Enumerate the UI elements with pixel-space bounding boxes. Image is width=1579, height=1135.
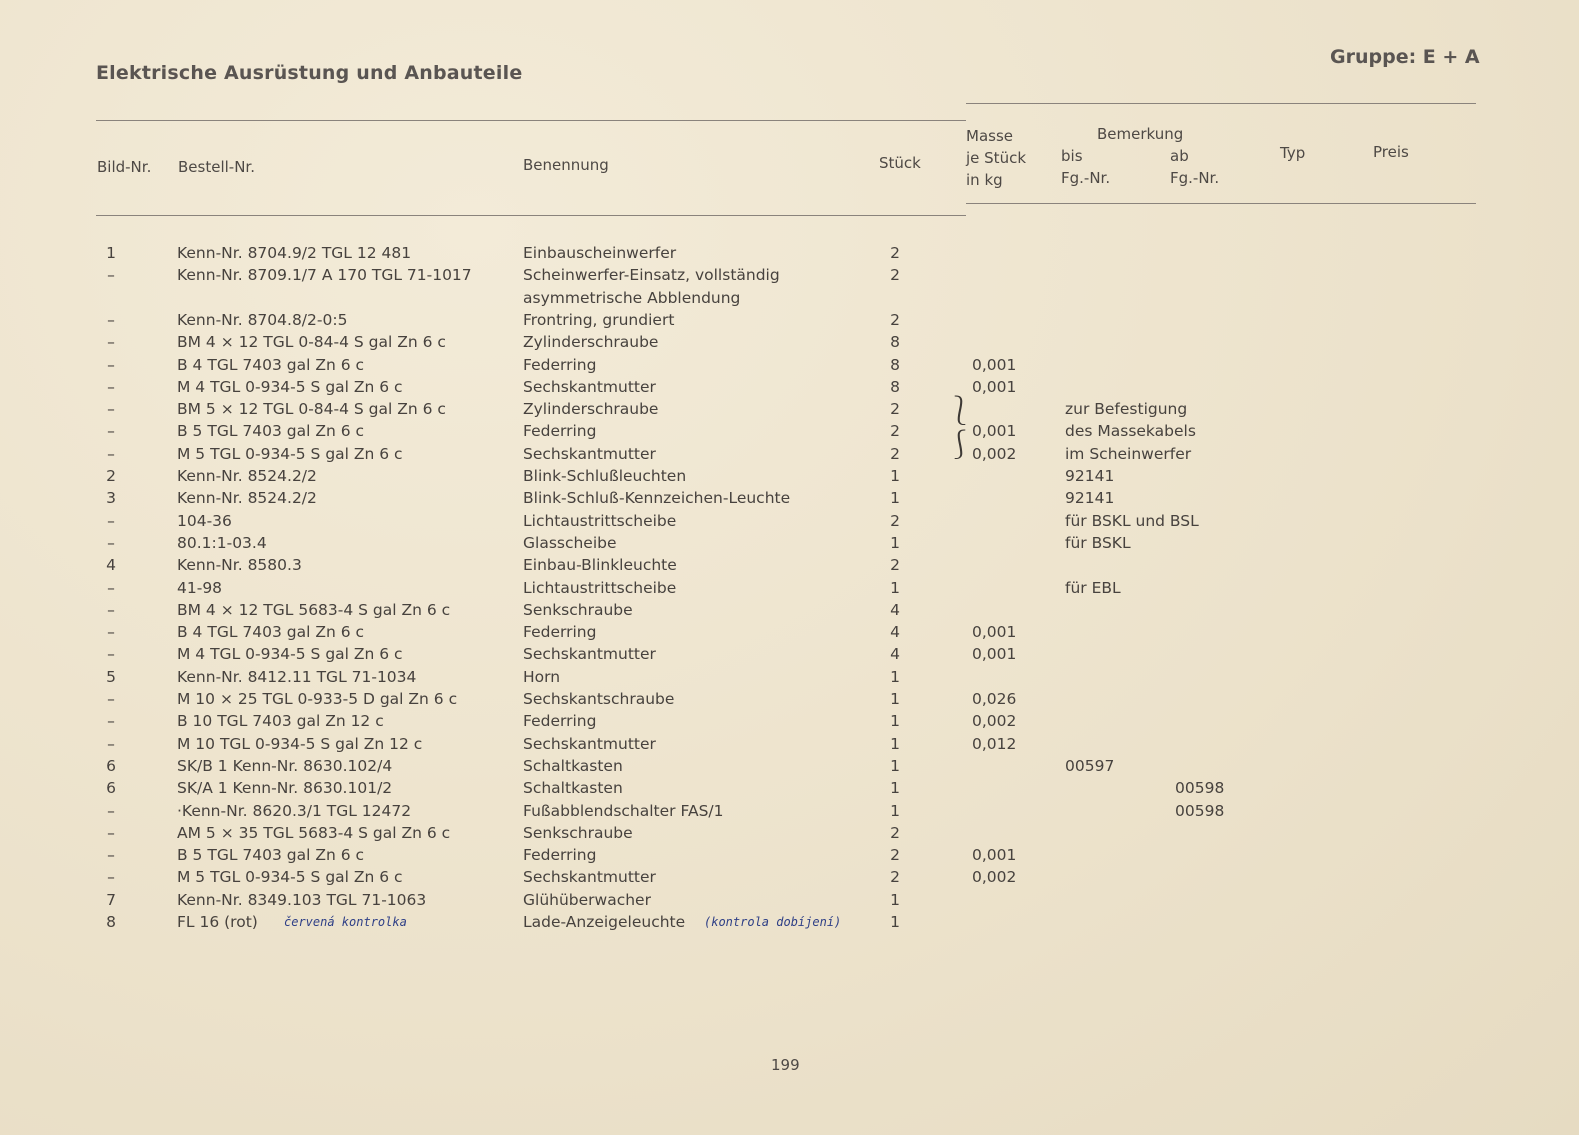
bild-cell: – — [107, 400, 115, 418]
brace-mark-upper: ⎱ — [946, 394, 975, 427]
benennung-cell: Federring — [523, 422, 597, 440]
bild-cell: – — [107, 333, 115, 351]
bestell-cell: SK/A 1 Kenn-Nr. 8630.101/2 — [177, 779, 393, 797]
col-header-masse-1: Masse — [966, 127, 1013, 145]
bild-cell: – — [107, 512, 115, 530]
col-header-benennung: Benennung — [523, 156, 609, 174]
col-header-bemerkung: Bemerkung — [1097, 125, 1184, 143]
stueck-cell: 2 — [890, 400, 900, 418]
bestell-cell: Kenn-Nr. 8524.2/2 — [177, 489, 317, 507]
masse-cell: 0,012 — [972, 735, 1017, 753]
bild-cell: – — [107, 712, 115, 730]
benennung-cell: Lichtaustrittscheibe — [523, 579, 677, 597]
bestell-cell: Kenn-Nr. 8704.9/2 TGL 12 481 — [177, 244, 412, 262]
masse-cell: 0,002 — [972, 445, 1017, 463]
bemerkung-bis-cell: des Massekabels — [1065, 422, 1196, 440]
table-row — [0, 331, 1579, 353]
bestell-cell: B 5 TGL 7403 gal Zn 6 c — [177, 422, 365, 440]
stueck-cell: 2 — [890, 266, 900, 284]
benennung-cell: Sechskantmutter — [523, 645, 656, 663]
bild-cell: – — [107, 534, 115, 552]
bestell-cell: M 5 TGL 0-934-5 S gal Zn 6 c — [177, 868, 403, 886]
stueck-cell: 2 — [890, 422, 900, 440]
bestell-cell: M 5 TGL 0-934-5 S gal Zn 6 c — [177, 445, 403, 463]
benennung-cell: Federring — [523, 623, 597, 641]
bild-cell: – — [107, 690, 115, 708]
benennung-cell: Sechskantmutter — [523, 868, 656, 886]
bestell-cell: BM 4 × 12 TGL 0-84-4 S gal Zn 6 c — [177, 333, 446, 351]
bild-cell: – — [107, 356, 115, 374]
benennung-cell: Zylinderschraube — [523, 333, 659, 351]
bestell-cell: B 10 TGL 7403 gal Zn 12 c — [177, 712, 384, 730]
masse-cell: 0,001 — [972, 378, 1017, 396]
benennung-cell: Glühüberwacher — [523, 891, 651, 909]
masse-cell: 0,026 — [972, 690, 1017, 708]
benennung-cell: asymmetrische Abblendung — [523, 289, 741, 307]
bestell-cell: Kenn-Nr. 8580.3 — [177, 556, 302, 574]
masse-cell: 0,001 — [972, 846, 1017, 864]
bild-cell: – — [107, 623, 115, 641]
bemerkung-ab-cell: 00598 — [1175, 802, 1225, 820]
bestell-cell: 80.1:1-03.4 — [177, 534, 267, 552]
bemerkung-bis-cell: für EBL — [1065, 579, 1121, 597]
table-row — [0, 554, 1579, 576]
benennung-cell: Senkschraube — [523, 601, 633, 619]
table-row — [0, 242, 1579, 264]
page-number: 199 — [771, 1056, 800, 1074]
stueck-cell: 1 — [890, 891, 900, 909]
bestell-cell: B 4 TGL 7403 gal Zn 6 c — [177, 623, 365, 641]
stueck-cell: 1 — [890, 579, 900, 597]
bemerkung-bis-cell: 00597 — [1065, 757, 1115, 775]
benennung-cell: Frontring, grundiert — [523, 311, 675, 329]
bestell-cell: Kenn-Nr. 8709.1/7 A 170 TGL 71-1017 — [177, 266, 472, 284]
benennung-cell: Senkschraube — [523, 824, 633, 842]
bild-cell: – — [107, 422, 115, 440]
masse-cell: 0,001 — [972, 645, 1017, 663]
stueck-cell: 1 — [890, 467, 900, 485]
table-row — [0, 398, 1579, 420]
stueck-cell: 4 — [890, 645, 900, 663]
bestell-cell: B 5 TGL 7403 gal Zn 6 c — [177, 846, 365, 864]
col-header-masse-2: je Stück — [966, 149, 1027, 167]
header-rule-bottom-left — [96, 215, 966, 216]
col-header-bild: Bild-Nr. — [97, 158, 152, 176]
bestell-cell: M 10 × 25 TGL 0-933-5 D gal Zn 6 c — [177, 690, 458, 708]
bild-cell: – — [107, 601, 115, 619]
benennung-cell: Sechskantmutter — [523, 378, 656, 396]
benennung-cell: Fußabblendschalter FAS/1 — [523, 802, 724, 820]
bestell-cell: Kenn-Nr. 8704.8/2-0:5 — [177, 311, 348, 329]
masse-cell: 0,001 — [972, 422, 1017, 440]
table-row — [0, 866, 1579, 888]
stueck-cell: 1 — [890, 757, 900, 775]
table-row — [0, 800, 1579, 822]
stueck-cell: 2 — [890, 868, 900, 886]
table-row — [0, 420, 1579, 442]
table-row — [0, 733, 1579, 755]
stueck-cell: 1 — [890, 735, 900, 753]
bild-cell: – — [107, 266, 115, 284]
bild-cell: – — [107, 579, 115, 597]
stueck-cell: 2 — [890, 846, 900, 864]
table-row — [0, 287, 1579, 309]
bestell-cell: B 4 TGL 7403 gal Zn 6 c — [177, 356, 365, 374]
bild-cell: 4 — [106, 556, 116, 574]
bestell-cell: M 10 TGL 0-934-5 S gal Zn 12 c — [177, 735, 423, 753]
stueck-cell: 1 — [890, 690, 900, 708]
stueck-cell: 1 — [890, 489, 900, 507]
masse-cell: 0,001 — [972, 623, 1017, 641]
table-row — [0, 309, 1579, 331]
benennung-cell: Lichtaustrittscheibe — [523, 512, 677, 530]
brace-mark-lower: ⎰ — [946, 428, 975, 461]
benennung-cell: Einbau-Blinkleuchte — [523, 556, 677, 574]
table-row — [0, 844, 1579, 866]
bestell-cell: Kenn-Nr. 8412.11 TGL 71-1034 — [177, 668, 417, 686]
handwritten-note-benennung: (kontrola dobíjení) — [704, 915, 842, 929]
bild-cell: 3 — [106, 489, 116, 507]
bild-cell: – — [107, 311, 115, 329]
bild-cell: 6 — [106, 779, 116, 797]
stueck-cell: 2 — [890, 244, 900, 262]
table-row — [0, 577, 1579, 599]
bild-cell: 2 — [106, 467, 116, 485]
benennung-cell: Federring — [523, 712, 597, 730]
stueck-cell: 2 — [890, 512, 900, 530]
header-rule-top-left — [96, 120, 966, 121]
bild-cell: – — [107, 846, 115, 864]
table-row — [0, 755, 1579, 777]
benennung-cell: Glasscheibe — [523, 534, 617, 552]
stueck-cell: 1 — [890, 534, 900, 552]
header-rule-bottom-right — [966, 203, 1476, 204]
table-row — [0, 822, 1579, 844]
stueck-cell: 4 — [890, 623, 900, 641]
bestell-cell: BM 4 × 12 TGL 5683-4 S gal Zn 6 c — [177, 601, 451, 619]
bestell-cell: Kenn-Nr. 8524.2/2 — [177, 467, 317, 485]
bemerkung-ab-cell: 00598 — [1175, 779, 1225, 797]
benennung-cell: Horn — [523, 668, 561, 686]
benennung-cell: Blink-Schluß-Kennzeichen-Leuchte — [523, 489, 791, 507]
benennung-cell: Scheinwerfer-Einsatz, vollständig — [523, 266, 780, 284]
benennung-cell: Schaltkasten — [523, 757, 623, 775]
table-row — [0, 777, 1579, 799]
header-rule-top-right — [966, 103, 1476, 104]
stueck-cell: 2 — [890, 311, 900, 329]
bild-cell: 1 — [106, 244, 116, 262]
bemerkung-bis-cell: zur Befestigung — [1065, 400, 1188, 418]
bild-cell: 5 — [106, 668, 116, 686]
table-row — [0, 487, 1579, 509]
stueck-cell: 4 — [890, 601, 900, 619]
table-row — [0, 621, 1579, 643]
table-row — [0, 443, 1579, 465]
bild-cell: 6 — [106, 757, 116, 775]
table-row — [0, 532, 1579, 554]
stueck-cell: 8 — [890, 333, 900, 351]
benennung-cell: Federring — [523, 846, 597, 864]
table-row — [0, 465, 1579, 487]
bemerkung-bis-cell: für BSKL — [1065, 534, 1131, 552]
masse-cell: 0,002 — [972, 868, 1017, 886]
bestell-cell: SK/B 1 Kenn-Nr. 8630.102/4 — [177, 757, 393, 775]
benennung-cell: Sechskantschraube — [523, 690, 675, 708]
stueck-cell: 1 — [890, 712, 900, 730]
col-header-typ: Typ — [1280, 144, 1306, 162]
bemerkung-bis-cell: für BSKL und BSL — [1065, 512, 1199, 530]
bestell-cell: M 4 TGL 0-934-5 S gal Zn 6 c — [177, 378, 403, 396]
bestell-cell: BM 5 × 12 TGL 0-84-4 S gal Zn 6 c — [177, 400, 446, 418]
bestell-cell: M 4 TGL 0-934-5 S gal Zn 6 c — [177, 645, 403, 663]
stueck-cell: 8 — [890, 378, 900, 396]
benennung-cell: Sechskantmutter — [523, 735, 656, 753]
table-row — [0, 376, 1579, 398]
bestell-cell: 41-98 — [177, 579, 223, 597]
benennung-cell: Sechskantmutter — [523, 445, 656, 463]
stueck-cell: 1 — [890, 913, 900, 931]
bild-cell: – — [107, 645, 115, 663]
bild-cell: – — [107, 378, 115, 396]
benennung-cell: Schaltkasten — [523, 779, 623, 797]
masse-cell: 0,002 — [972, 712, 1017, 730]
bestell-cell: 104-36 — [177, 512, 232, 530]
benennung-cell: Federring — [523, 356, 597, 374]
stueck-cell: 1 — [890, 668, 900, 686]
bild-cell: 7 — [106, 891, 116, 909]
bemerkung-bis-cell: 92141 — [1065, 467, 1115, 485]
table-row — [0, 889, 1579, 911]
bild-cell: – — [107, 868, 115, 886]
masse-cell: 0,001 — [972, 356, 1017, 374]
bestell-cell: Kenn-Nr. 8349.103 TGL 71-1063 — [177, 891, 427, 909]
table-row — [0, 599, 1579, 621]
table-row — [0, 643, 1579, 665]
table-row — [0, 354, 1579, 376]
benennung-cell: Lade-Anzeigeleuchte — [523, 913, 686, 931]
col-header-preis: Preis — [1373, 143, 1409, 161]
stueck-cell: 2 — [890, 556, 900, 574]
stueck-cell: 1 — [890, 802, 900, 820]
col-header-masse-3: in kg — [966, 171, 1003, 189]
col-header-ab-fg: Fg.-Nr. — [1170, 169, 1220, 187]
bemerkung-bis-cell: 92141 — [1065, 489, 1115, 507]
table-row — [0, 264, 1579, 286]
table-row — [0, 688, 1579, 710]
stueck-cell: 2 — [890, 445, 900, 463]
stueck-cell: 2 — [890, 824, 900, 842]
group-label: Gruppe: E + A — [1330, 46, 1480, 68]
col-header-bestell: Bestell-Nr. — [178, 158, 255, 176]
benennung-cell: Einbauscheinwerfer — [523, 244, 677, 262]
col-header-bis: bis — [1061, 147, 1083, 165]
bild-cell: – — [107, 824, 115, 842]
bild-cell: – — [107, 735, 115, 753]
page-title: Elektrische Ausrüstung und Anbauteile — [96, 62, 523, 84]
col-header-ab: ab — [1170, 147, 1189, 165]
bemerkung-bis-cell: im Scheinwerfer — [1065, 445, 1192, 463]
stueck-cell: 8 — [890, 356, 900, 374]
bestell-cell: ·Kenn-Nr. 8620.3/1 TGL 12472 — [177, 802, 412, 820]
table-row — [0, 510, 1579, 532]
bestell-cell: AM 5 × 35 TGL 5683-4 S gal Zn 6 c — [177, 824, 451, 842]
bild-cell: 8 — [106, 913, 116, 931]
bild-cell: – — [107, 802, 115, 820]
table-row — [0, 710, 1579, 732]
benennung-cell: Zylinderschraube — [523, 400, 659, 418]
stueck-cell: 1 — [890, 779, 900, 797]
handwritten-note-bestell: červená kontrolka — [284, 915, 407, 929]
bestell-cell: FL 16 (rot) — [177, 913, 258, 931]
col-header-stueck: Stück — [879, 154, 921, 172]
bild-cell: – — [107, 445, 115, 463]
table-row — [0, 666, 1579, 688]
col-header-bis-fg: Fg.-Nr. — [1061, 169, 1111, 187]
benennung-cell: Blink-Schlußleuchten — [523, 467, 687, 485]
